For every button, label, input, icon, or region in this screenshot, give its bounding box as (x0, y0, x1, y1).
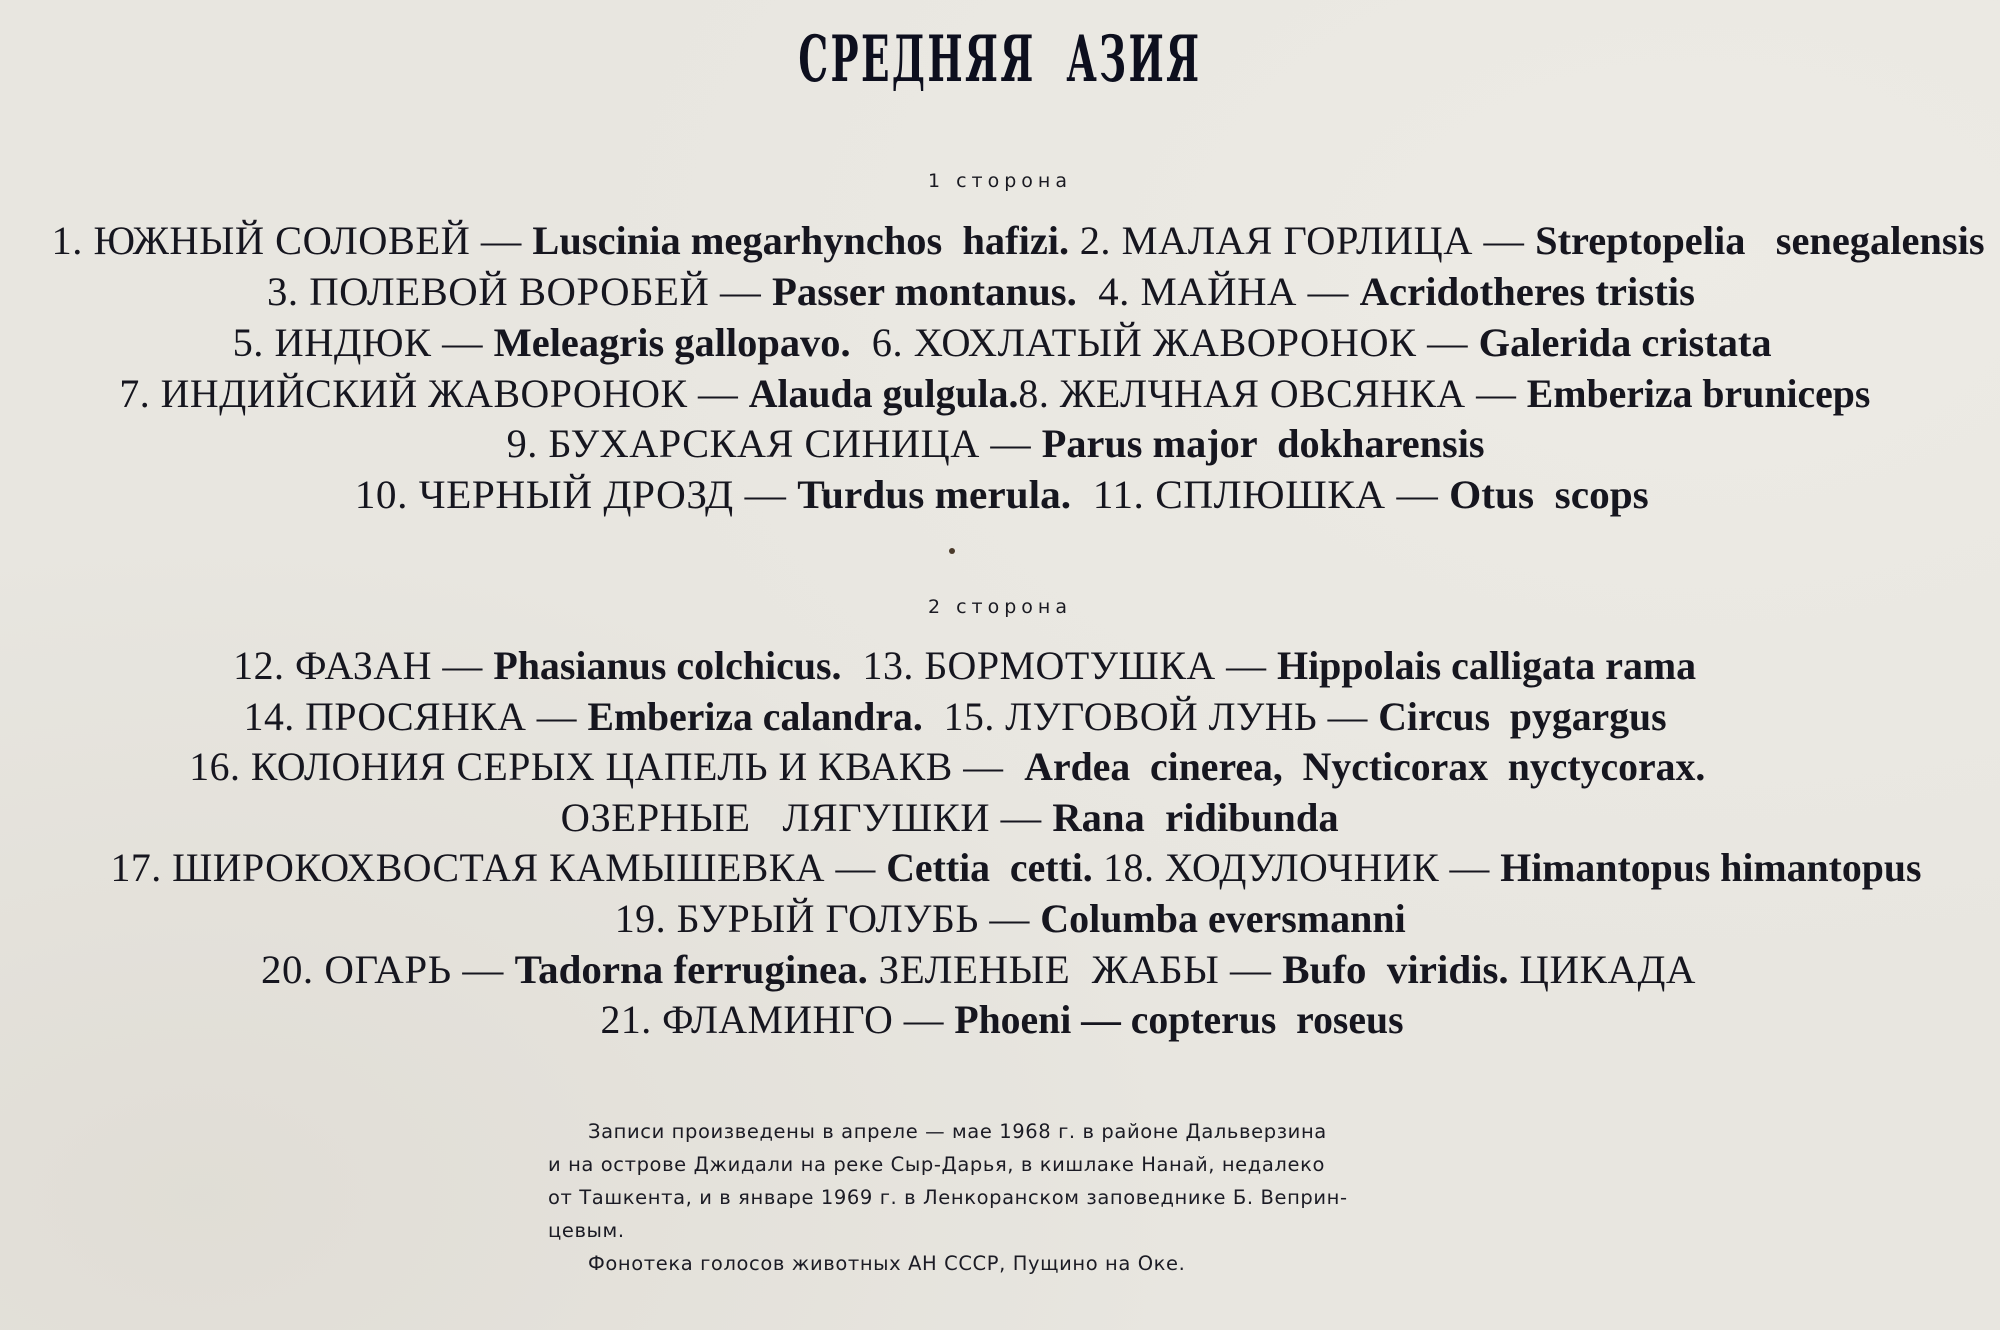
russian-track-title: 3. ПОЛЕВОЙ ВОРОБЕЙ — (266, 269, 773, 314)
latin-species-name: Turdus merula. (797, 472, 1072, 517)
track-line-text (355, 473, 1649, 517)
track-line (0, 270, 2000, 314)
fonoteka-credit: Фонотека голосов животных АН СССР, Пущино на Оке. (588, 1252, 1186, 1275)
track-line-text (189, 745, 1705, 789)
track-line-text (261, 948, 1696, 992)
track-line (0, 695, 2000, 739)
track-line (0, 897, 2000, 941)
russian-track-title: 8. ЖЕЛЧНАЯ ОВСЯНКА — (1018, 371, 1527, 416)
track-line (0, 948, 2000, 992)
track-line-text (233, 321, 1772, 365)
track-line-text (507, 422, 1485, 466)
russian-track-title: 12. ФАЗАН — (233, 643, 494, 688)
latin-species-name: Cettia cetti. (885, 845, 1093, 890)
russian-track-title: 6. ХОХЛАТЫЙ ЖАВОРОНОК — (851, 320, 1480, 365)
latin-species-name: Emberiza calandra. (587, 694, 924, 739)
russian-track-title: 10. ЧЕРНЫЙ ДРОЗД — (355, 472, 798, 517)
russian-track-title: 17. ШИРОКОХВОСТАЯ КАМЫШЕВКА — (110, 845, 886, 890)
latin-species-name: Acridotheres tristis (1359, 269, 1695, 314)
russian-track-title: 7. ИНДИЙСКИЙ ЖАВОРОНОК — (119, 371, 749, 416)
latin-species-name: Galerida cristata (1479, 320, 1772, 365)
russian-track-title: ЗЕЛЕНЫЕ ЖАБЫ — (867, 947, 1283, 992)
latin-species-name: Meleagris gallopavo. (494, 320, 852, 365)
track-line-text (561, 796, 1339, 840)
russian-track-title: 14. ПРОСЯНКА — (243, 694, 588, 739)
russian-track-title: 15. ЛУГОВОЙ ЛУНЬ — (923, 694, 1379, 739)
track-line-text (267, 270, 1695, 314)
latin-species-name: Bufo viridis. (1282, 947, 1509, 992)
track-line (0, 473, 2000, 517)
russian-track-title: 2. МАЛАЯ ГОРЛИЦА — (1069, 218, 1536, 263)
track-line (0, 372, 2000, 416)
side-2-label: 2 сторона (927, 596, 1073, 618)
latin-species-name: Himantopus himantopus (1499, 845, 1921, 890)
recording-notes (548, 1115, 1458, 1280)
album-title-block (0, 22, 2000, 97)
latin-species-name: Hippolais calligata rama (1276, 643, 1696, 688)
recording-notes-line: Записи произведены в апреле — мае 1968 г. в районе Дальверзина (588, 1120, 1327, 1143)
recording-notes-line: цевым. (548, 1219, 625, 1242)
russian-track-title: 16. КОЛОНИЯ СЕРЫХ ЦАПЕЛЬ И КВАКВ — (188, 744, 1025, 789)
track-line (0, 998, 2000, 1042)
russian-track-title: 18. ХОДУЛОЧНИК — (1092, 845, 1500, 890)
russian-track-title: ЦИКАДА (1508, 947, 1696, 992)
latin-species-name: Tadorna ferruginea. (514, 947, 868, 992)
track-line-text (52, 219, 1985, 263)
russian-track-title: 13. БОРМОТУШКА — (841, 643, 1277, 688)
latin-species-name: Ardea cinerea, Nycticorax nyctycorax. (1024, 744, 1705, 789)
track-line (0, 846, 2000, 890)
russian-track-title: 4. МАЙНА — (1076, 269, 1360, 314)
latin-species-name: Passer montanus. (772, 269, 1077, 314)
recording-notes-line: и на острове Джидали на реке Сыр-Дарья, в кишлаке Нанай, недалеко (548, 1153, 1325, 1176)
track-line-text (244, 695, 1667, 739)
track-line (0, 219, 2000, 263)
latin-species-name: Phoeni — copterus roseus (954, 997, 1404, 1042)
latin-species-name: Columba eversmanni (1040, 896, 1406, 941)
side-1-label: 1 сторона (927, 170, 1073, 192)
latin-species-name: Alauda gulgula. (748, 371, 1019, 416)
track-line (0, 321, 2000, 365)
latin-species-name: Streptopelia senegalensis (1535, 218, 1985, 263)
latin-species-name: Parus major dokharensis (1042, 421, 1485, 466)
latin-species-name: Rana ridibunda (1052, 795, 1339, 840)
russian-track-title: 21. ФЛАМИНГО — (600, 997, 955, 1042)
track-line (0, 644, 2000, 688)
russian-track-title: 9. БУХАРСКАЯ СИНИЦА — (507, 421, 1043, 466)
latin-species-name: Otus scops (1449, 472, 1649, 517)
separator-dot (949, 548, 955, 554)
album-title: СРЕДНЯЯ АЗИЯ (798, 22, 1202, 97)
russian-track-title: 11. СПЛЮШКА — (1071, 472, 1450, 517)
track-line (0, 422, 2000, 466)
track-line (0, 796, 2000, 840)
russian-track-title: 20. ОГАРЬ — (261, 947, 515, 992)
russian-track-title: 19. БУРЫЙ ГОЛУБЬ — (614, 896, 1041, 941)
track-line-text (601, 998, 1404, 1042)
russian-track-title: 1. ЮЖНЫЙ СОЛОВЕЙ — (51, 218, 533, 263)
latin-species-name: Phasianus colchicus. (493, 643, 842, 688)
track-line (0, 745, 2000, 789)
russian-track-title: 5. ИНДЮК — (232, 320, 495, 365)
latin-species-name: Emberiza bruniceps (1526, 371, 1870, 416)
track-line-text (119, 372, 1870, 416)
latin-species-name: Circus pygargus (1378, 694, 1667, 739)
track-line-text (615, 897, 1406, 941)
recording-notes-line: от Ташкента, и в январе 1969 г. в Ленкоранском заповеднике Б. Веприн- (548, 1186, 1348, 1209)
latin-species-name: Luscinia megarhynchos hafizi. (532, 218, 1070, 263)
russian-track-title: ОЗЕРНЫЕ ЛЯГУШКИ — (560, 795, 1053, 840)
track-line-text (233, 644, 1696, 688)
track-line-text (110, 846, 1921, 890)
